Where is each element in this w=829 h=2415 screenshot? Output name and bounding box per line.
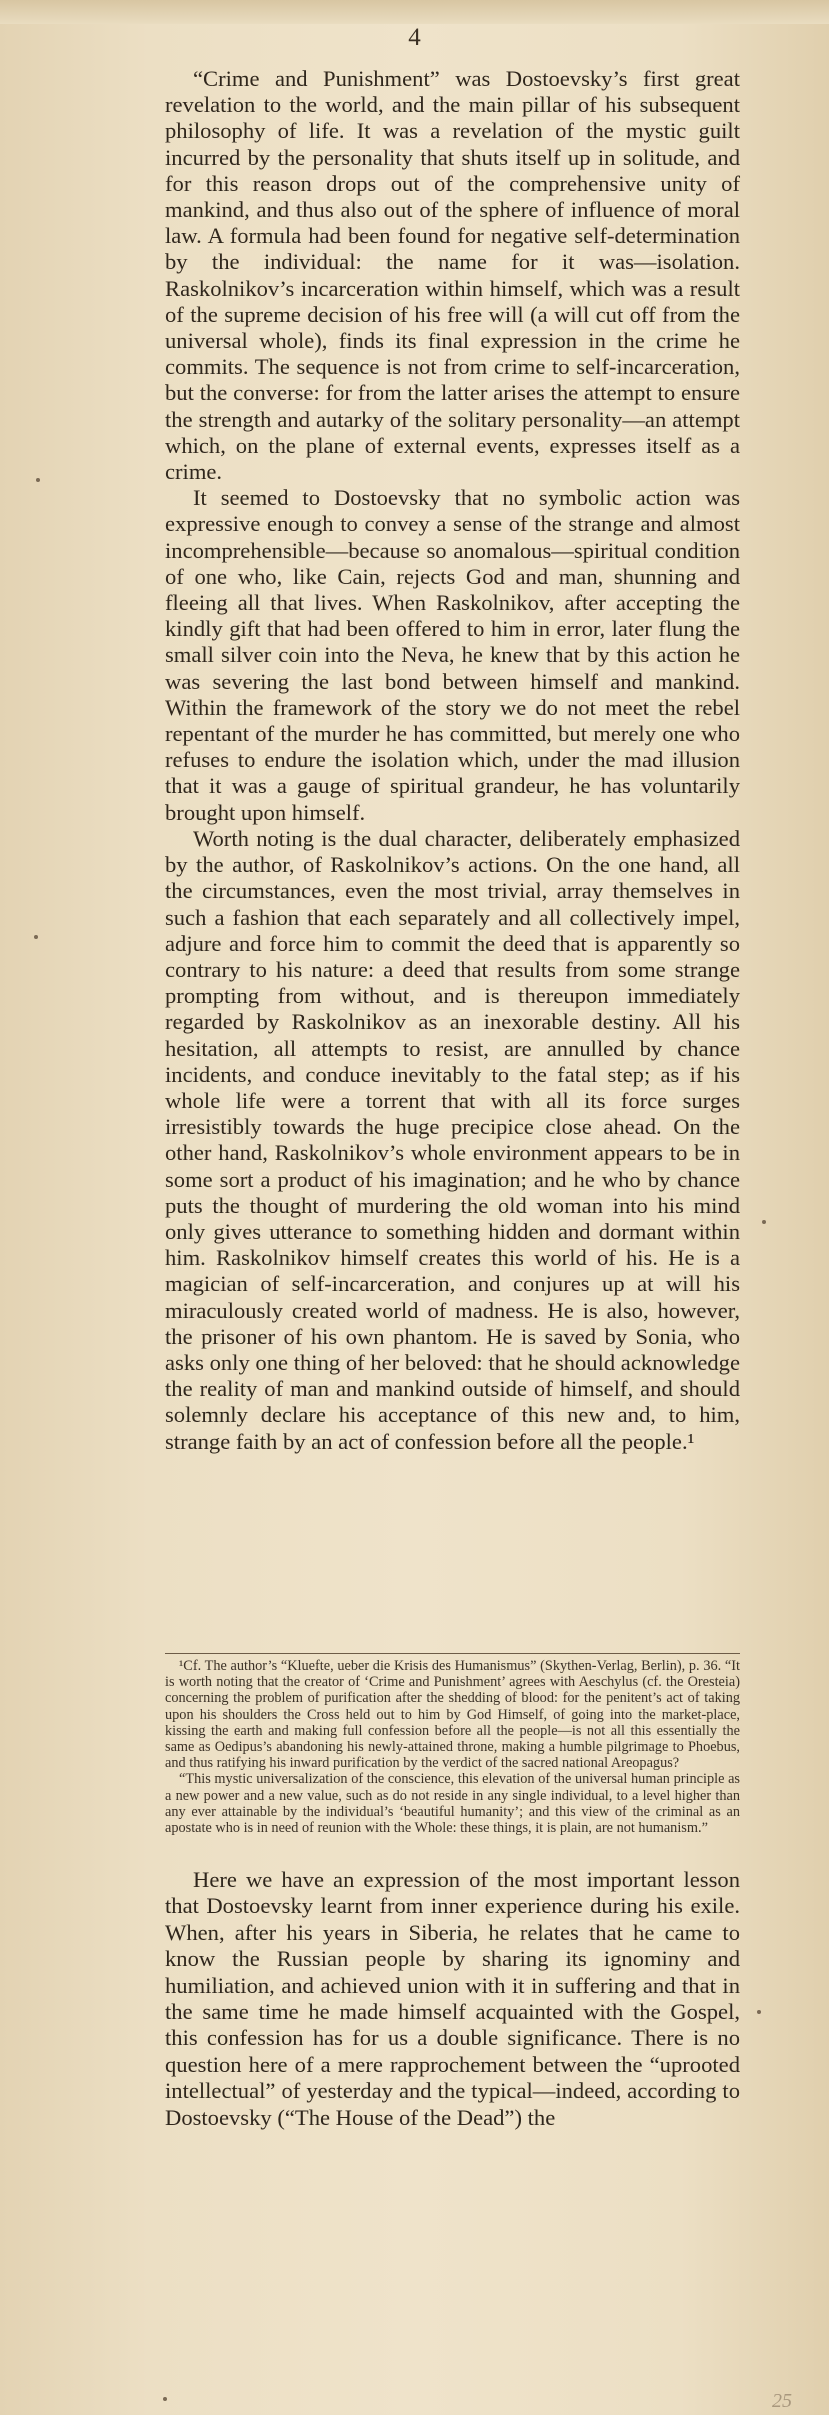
body-paragraph-2: It seemed to Dostoevsky that no symbolic action was expressive enough to convey a sense of the strange and almost incomprehensible—because so anomalous—spiritual condition of one who, like Cain, rejects God and man, shunning and fleeing all that lives. When Raskolnikov, after accepting the kindly gift that had been offered to him in error, later flung the small silver coin into the Neva, he knew that by this action he was severing the last bond between himself and mankind. Within the framework of the story we do not meet the rebel repentant of the murder he has committed, but merely one who refuses to endure the isolation which, under the mad illusion that it was a gauge of spiritual grandeur, he has voluntarily brought upon himself.	[165, 485, 740, 825]
footnote-divider	[165, 1653, 740, 1654]
footnotes-block	[165, 1658, 740, 1836]
footnote-paragraph-1: ¹Cf. The author’s “Kluefte, ueber die Krisis des Humanismus” (Skythen-Verlag, Berlin), p. 36. “It is worth noting that the creator of ‘Crime and Punishment’ agrees with Aeschylus (cf. the Oresteia) concerning the problem of purification after the shedding of blood: for the penitent’s act of taking upon his shoulders the Cross held out to him by God Himself, of going into the market-place, kissing the earth and making full confession before all the people—is not all this essentially the same as Oedipus’s abandoning his newly-attained throne, making a humble pilgrimage to Phoebus, and thus ratifying his inward purification by the verdict of the sacred national Areopagus?	[165, 1658, 740, 1772]
body-paragraph-1: “Crime and Punishment” was Dostoevsky’s first great revelation to the world, and the main pillar of his subsequent philosophy of life. It was a revelation of the mystic guilt incurred by the personality that shuts itself up in solitude, and for this reason drops out of the comprehensive unity of mankind, and thus also out of the sphere of influence of moral law. A formula had been found for negative self-determination by the individual: the name for it was—isolation. Raskolnikov’s incarceration within himself, which was a result of the supreme decision of his free will (a will cut off from the universal whole), finds its final expression in the crime he commits. The sequence is not from crime to self-incarceration, but the converse: for from the latter arises the attempt to ensure the strength and autarky of the solitary personality—an attempt which, on the plane of external events, expresses itself as a crime.	[165, 66, 740, 485]
paper-speck	[163, 2397, 167, 2401]
footnote-paragraph-2: “This mystic universalization of the conscience, this elevation of the universal human principle as a new power and a new value, such as do not reside in any single individual, to a level higher than any ever attainable by the individual’s ‘beautiful humanity’; and this view of the criminal as an apostate who is in need of reunion with the Whole: these things, it is plain, are not humanism.”	[165, 1771, 740, 1837]
continuation-paragraph-1: Here we have an expression of the most important lesson that Dostoevsky learnt from inner experience during his exile. When, after his years in Siberia, he relates that he came to know the Russian people by sharing its ignominy and humiliation, and achieved union with it in suffering and that in the same time he made himself acquainted with the Gospel, this confession has for us a double significance. There is no question here of a mere rapprochement between the “uprooted intellectual” of yesterday and the typical—indeed, according to Dostoevsky (“The House of the Dead”) the	[165, 1867, 740, 2130]
paper-speck	[36, 478, 40, 482]
page-number: 4	[408, 24, 421, 51]
body-paragraph-3: Worth noting is the dual character, deliberately emphasized by the author, of Raskolnikov’s actions. On the one hand, all the circumstances, even the most trivial, array themselves in such a fashion that each separately and all collectively impel, adjure and force him to commit the deed that is apparently so contrary to his nature: a deed that results from some strange prompting from without, and is thereupon immediately regarded by Raskolnikov as an inexorable destiny. All his hesitation, all attempts to resist, are annulled by chance incidents, and conduce inevitably to the fatal step; as if his whole life were a torrent that with all its force surges irresistibly towards the huge precipice close ahead. On the other hand, Raskolnikov’s whole environment appears to be in some sort a product of his imagination; and he who by chance puts the thought of murdering the old woman into his mind only gives utterance to something hidden and dormant within him. Raskolnikov himself creates this world of his. He is a magician of self-incarceration, and conjures up at will his miraculously created world of madness. He is also, however, the prisoner of his own phantom. He is saved by Sonia, who asks only one thing of her beloved: that he should acknowledge the reality of man and mankind outside of himself, and should solemnly declare his acceptance of this new and, to him, strange faith by an act of confession before all the people.¹	[165, 825, 740, 1454]
page-top-edge	[0, 0, 829, 24]
continuation-text-column	[165, 1867, 740, 2131]
pencil-annotation: 25	[772, 2390, 792, 2412]
main-text-column	[165, 66, 740, 1455]
paper-speck	[762, 1220, 766, 1224]
paper-speck	[757, 2010, 761, 2014]
paper-speck	[34, 935, 38, 939]
